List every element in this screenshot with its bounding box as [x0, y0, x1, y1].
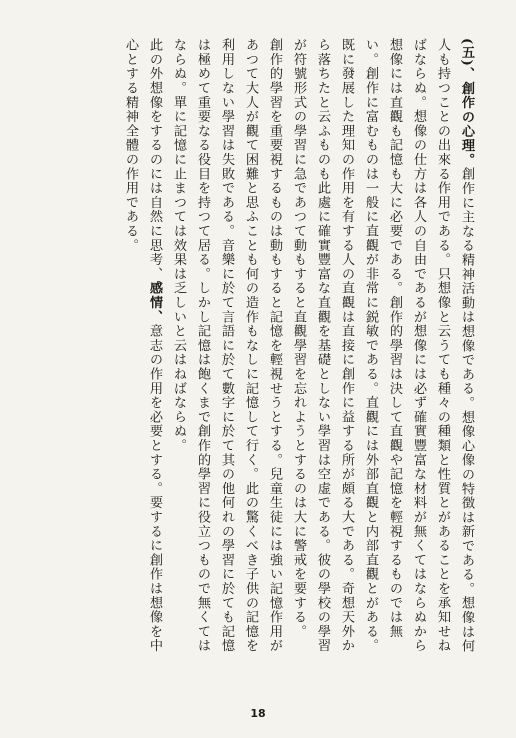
paragraph-text: 創作的學習を重要視するものは動もすると記憶を輕視せうとする。兒童生徒には強い記憶作用があつて大人が觀て困難と思ふことも何の造作もなしに記憶して行く。此の驚くべき子供の記憶を利用しない學習は失敗である。音樂に於て言語に於て數字に於て其の他何れの學習に於ても記憶は極めて重要なる役目を持つて居る。しかし記憶は飽くまで創作的學習に役立つもので無くてはならぬ。單に記憶に止まつては效果は乏しいと云はねばならぬ。 [171, 38, 282, 653]
paragraph-text: 創作に主なる精神活動は想像である。想像心像の特徴は新である。想像は何人も持つことの出來る作用である。只想像と云うても種々の種類と性質とがあることを承知せねばならぬ。想像の仕方は各人の自由であるが想像には必ず確實豐富な材料が無くてはならぬから想像には直觀も記憶も大に必要である。創作的學習は決して直觀や記憶を輕視するものでは無い。創作に富むものは一般に直觀が非常に鋭敏である。直觀には外部直觀と内部直觀とがある。既に發展した理知の作用を有する人の直觀は直接に創作に益する所が頗る大である。奇想天外から落ちたと云ふものも此處に確實豐富な直觀を基礎としない學習は空虚である。彼の學校の學習が符號形式の學習に急であつて動もすると直觀學習を忘れようとするのは大に警戒を要する。 [291, 38, 474, 654]
vertical-text-body [46, 38, 478, 666]
emphasized-term: 感情、 [147, 281, 162, 325]
paragraph-creation-psychology [286, 38, 478, 666]
paragraph-text: 此の外想像をするのには自然に思考、 [147, 38, 162, 282]
section-heading: (五)、創作の心理。 [459, 38, 474, 168]
paragraph-memory [166, 38, 286, 666]
page-number: 18 [250, 707, 266, 720]
paragraph-conclusion [118, 38, 166, 666]
paragraph-text: 意志の作用を必要とする。要するに創作は想像を中心とする精神全體の作用である。 [123, 38, 162, 653]
